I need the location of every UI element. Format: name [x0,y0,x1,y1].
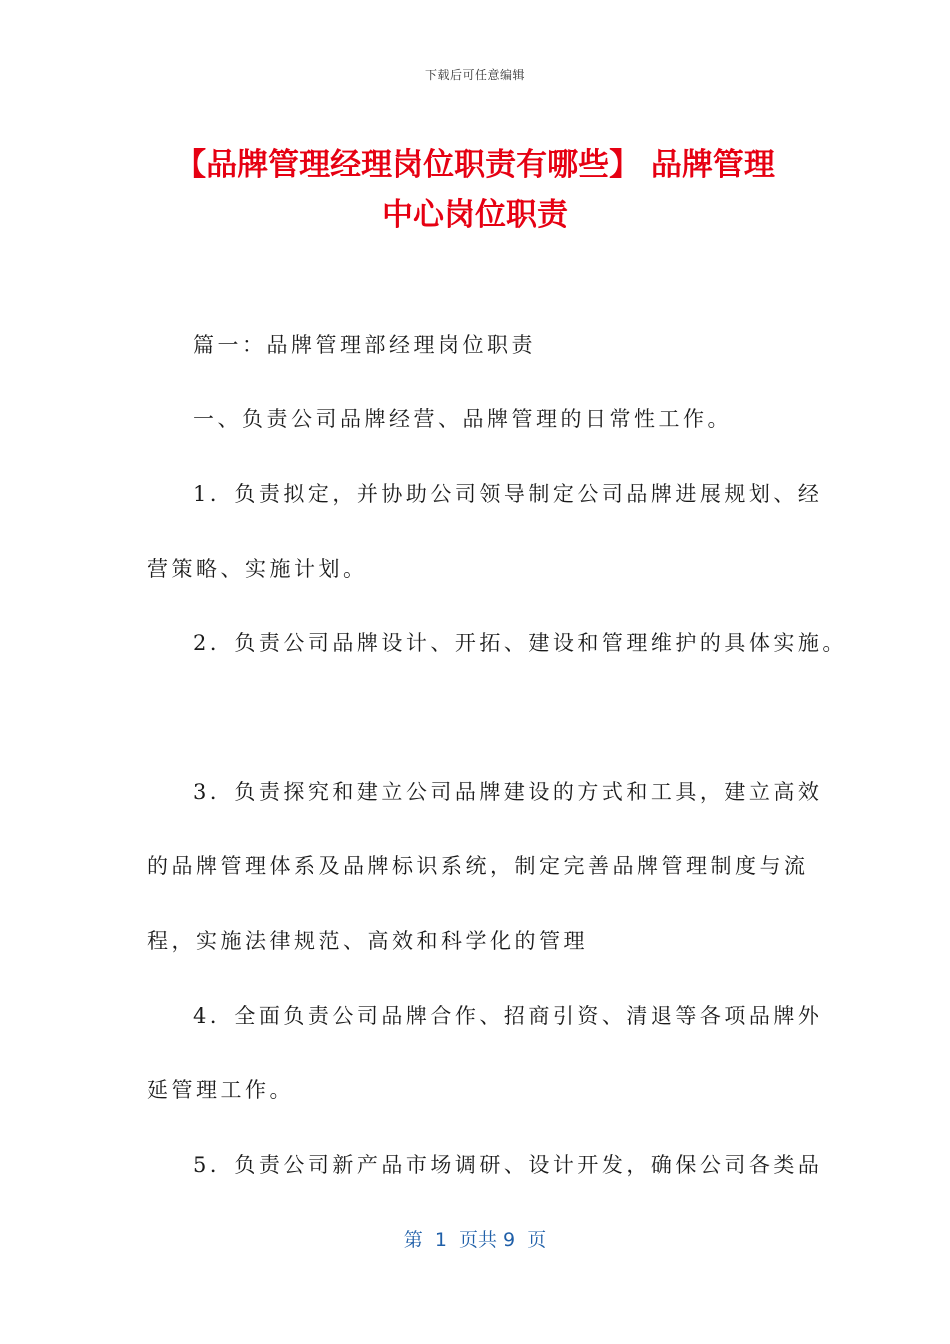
body-line: 2．负责公司品牌设计、开拓、建设和管理维护的具体实施。 [193,631,847,655]
title-line-1: 【品牌管理经理岗位职责有哪些】 品牌管理 [175,147,775,183]
body-line: 程，实施法律规范、高效和科学化的管理 [147,929,588,953]
body-line: 营策略、实施计划。 [147,557,368,581]
page-number: 第 1 页共 9 页 [403,1229,547,1251]
header-note: 下载后可任意编辑 [424,68,525,82]
body-line: 1．负责拟定，并协助公司领导制定公司品牌进展规划、经 [193,482,823,506]
document-title [148,140,802,240]
body-line: 3．负责探究和建立公司品牌建设的方式和工具，建立高效 [193,780,823,804]
body-line: 一、负责公司品牌经营、品牌管理的日常性工作。 [193,407,732,431]
body-line: 延管理工作。 [147,1078,294,1102]
title-line-2: 中心岗位职责 [382,197,568,233]
section-heading: 篇一：品牌管理部经理岗位职责 [193,333,536,357]
body-line: 5．负责公司新产品市场调研、设计开发，确保公司各类品 [193,1153,823,1177]
body-line: 的品牌管理体系及品牌标识系统，制定完善品牌管理制度与流 [147,854,809,878]
body-line: 4．全面负责公司品牌合作、招商引资、清退等各项品牌外 [193,1004,823,1028]
